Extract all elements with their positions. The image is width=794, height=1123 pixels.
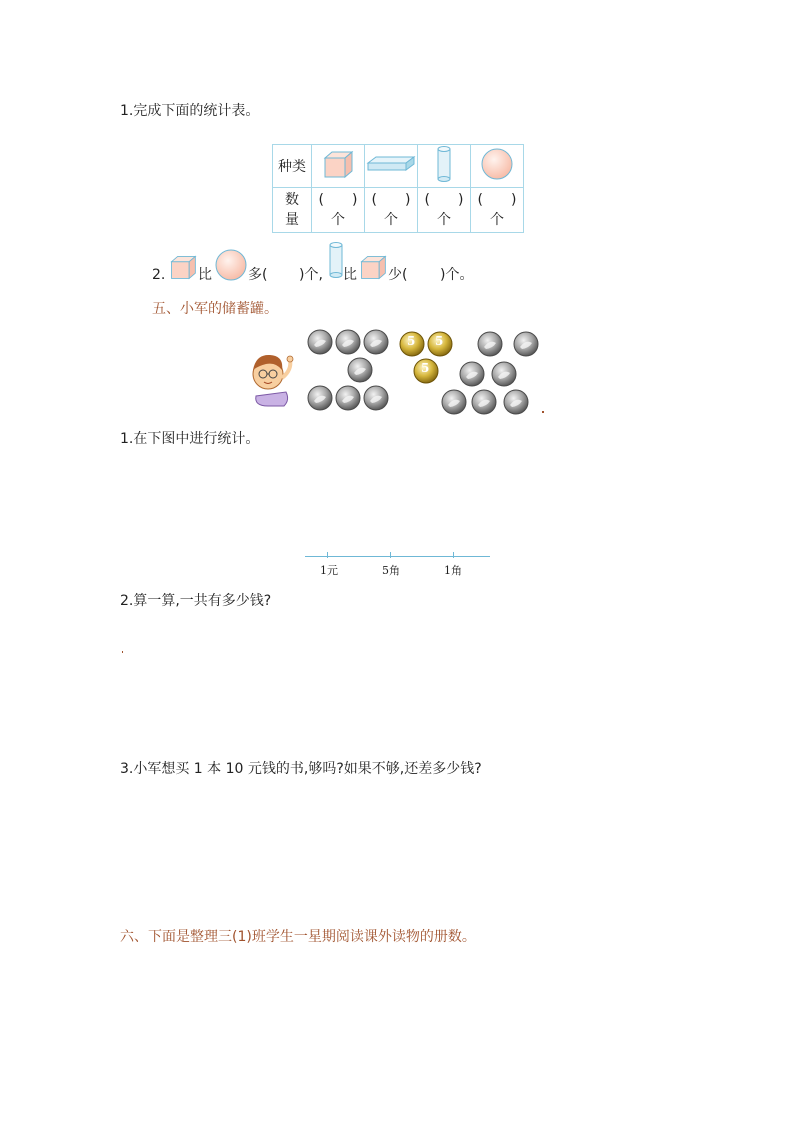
silver-coin-icon — [364, 386, 388, 410]
stray-mark — [122, 651, 123, 653]
cube-icon — [321, 149, 355, 179]
count-cell-cylinder[interactable] — [418, 188, 471, 233]
table-header-count: 数 量 — [273, 188, 312, 233]
chart-axis — [305, 556, 490, 557]
sphere-icon — [480, 147, 514, 181]
silver-coin-icon — [504, 390, 528, 414]
unit-label: 个 — [437, 212, 451, 228]
silver-coin-icon — [308, 386, 332, 410]
cube-cell — [312, 145, 365, 188]
count-cell-cube[interactable] — [312, 188, 365, 233]
question-5-2: 2.算一算,一共有多少钱? — [120, 593, 272, 609]
question-5-1: 1.在下图中进行统计。 — [120, 431, 260, 447]
answer-blank: ( ) — [424, 192, 464, 208]
question-5-3: 3.小军想买 1 本 10 元钱的书,够吗?如果不够,还差多少钱? — [120, 761, 482, 777]
answer-blank: ( ) — [318, 192, 358, 208]
coin-group-3 — [436, 328, 544, 416]
cylinder-cell — [418, 145, 471, 188]
coin-value-label: 5 — [407, 334, 416, 348]
silver-coin-icon — [472, 390, 496, 414]
silver-coin-icon — [348, 358, 372, 382]
axis-tick — [453, 552, 454, 558]
question-1-title: 1.完成下面的统计表。 — [120, 103, 260, 119]
q2-prefix: 2. — [152, 267, 166, 283]
unit-label: 个 — [490, 212, 504, 228]
stray-dot — [542, 411, 544, 413]
silver-coin-icon — [442, 390, 466, 414]
axis-label-1jiao: 1角 — [444, 564, 462, 577]
unit-label: 个 — [384, 212, 398, 228]
silver-coin-icon — [308, 330, 332, 354]
table-header-type: 种类 — [273, 145, 312, 188]
q2-bi-2: 比 — [343, 267, 357, 283]
coin-value-label: 5 — [435, 334, 444, 348]
silver-coin-icon — [336, 386, 360, 410]
silver-coin-icon — [460, 362, 484, 386]
axis-label-5jiao: 5角 — [382, 564, 400, 577]
statistics-table — [272, 144, 524, 233]
q2-ge-1: )个, — [299, 267, 323, 283]
axis-label-1yuan: 1元 — [320, 564, 338, 577]
cube-icon — [168, 252, 198, 282]
q2-bi-1: 比 — [198, 267, 212, 283]
cuboid-cell — [365, 145, 418, 188]
count-cell-sphere[interactable] — [471, 188, 524, 233]
q2-shao: 少( — [388, 267, 408, 283]
cylinder-icon — [435, 145, 453, 183]
answer-blank: ( ) — [371, 192, 411, 208]
axis-tick — [327, 552, 328, 558]
silver-coin-icon — [514, 332, 538, 356]
child-illustration — [246, 350, 298, 408]
silver-coin-icon — [478, 332, 502, 356]
section-6-title: 六、下面是整理三(1)班学生一星期阅读课外读物的册数。 — [120, 929, 476, 945]
q2-ge-2: )个。 — [440, 267, 474, 283]
answer-blank: ( ) — [477, 192, 517, 208]
coin-value-label: 5 — [421, 361, 430, 375]
unit-label: 个 — [331, 212, 345, 228]
silver-coin-icon — [336, 330, 360, 354]
cube-icon — [358, 252, 388, 282]
sphere-icon — [214, 248, 248, 282]
sphere-cell — [471, 145, 524, 188]
silver-coin-icon — [364, 330, 388, 354]
coin-group-1 — [306, 328, 396, 414]
cuboid-icon — [366, 154, 416, 174]
axis-tick — [390, 552, 391, 558]
q2-duo: 多( — [248, 267, 268, 283]
section-5-title: 五、小军的储蓄罐。 — [152, 301, 278, 317]
count-cell-cuboid[interactable] — [365, 188, 418, 233]
silver-coin-icon — [492, 362, 516, 386]
